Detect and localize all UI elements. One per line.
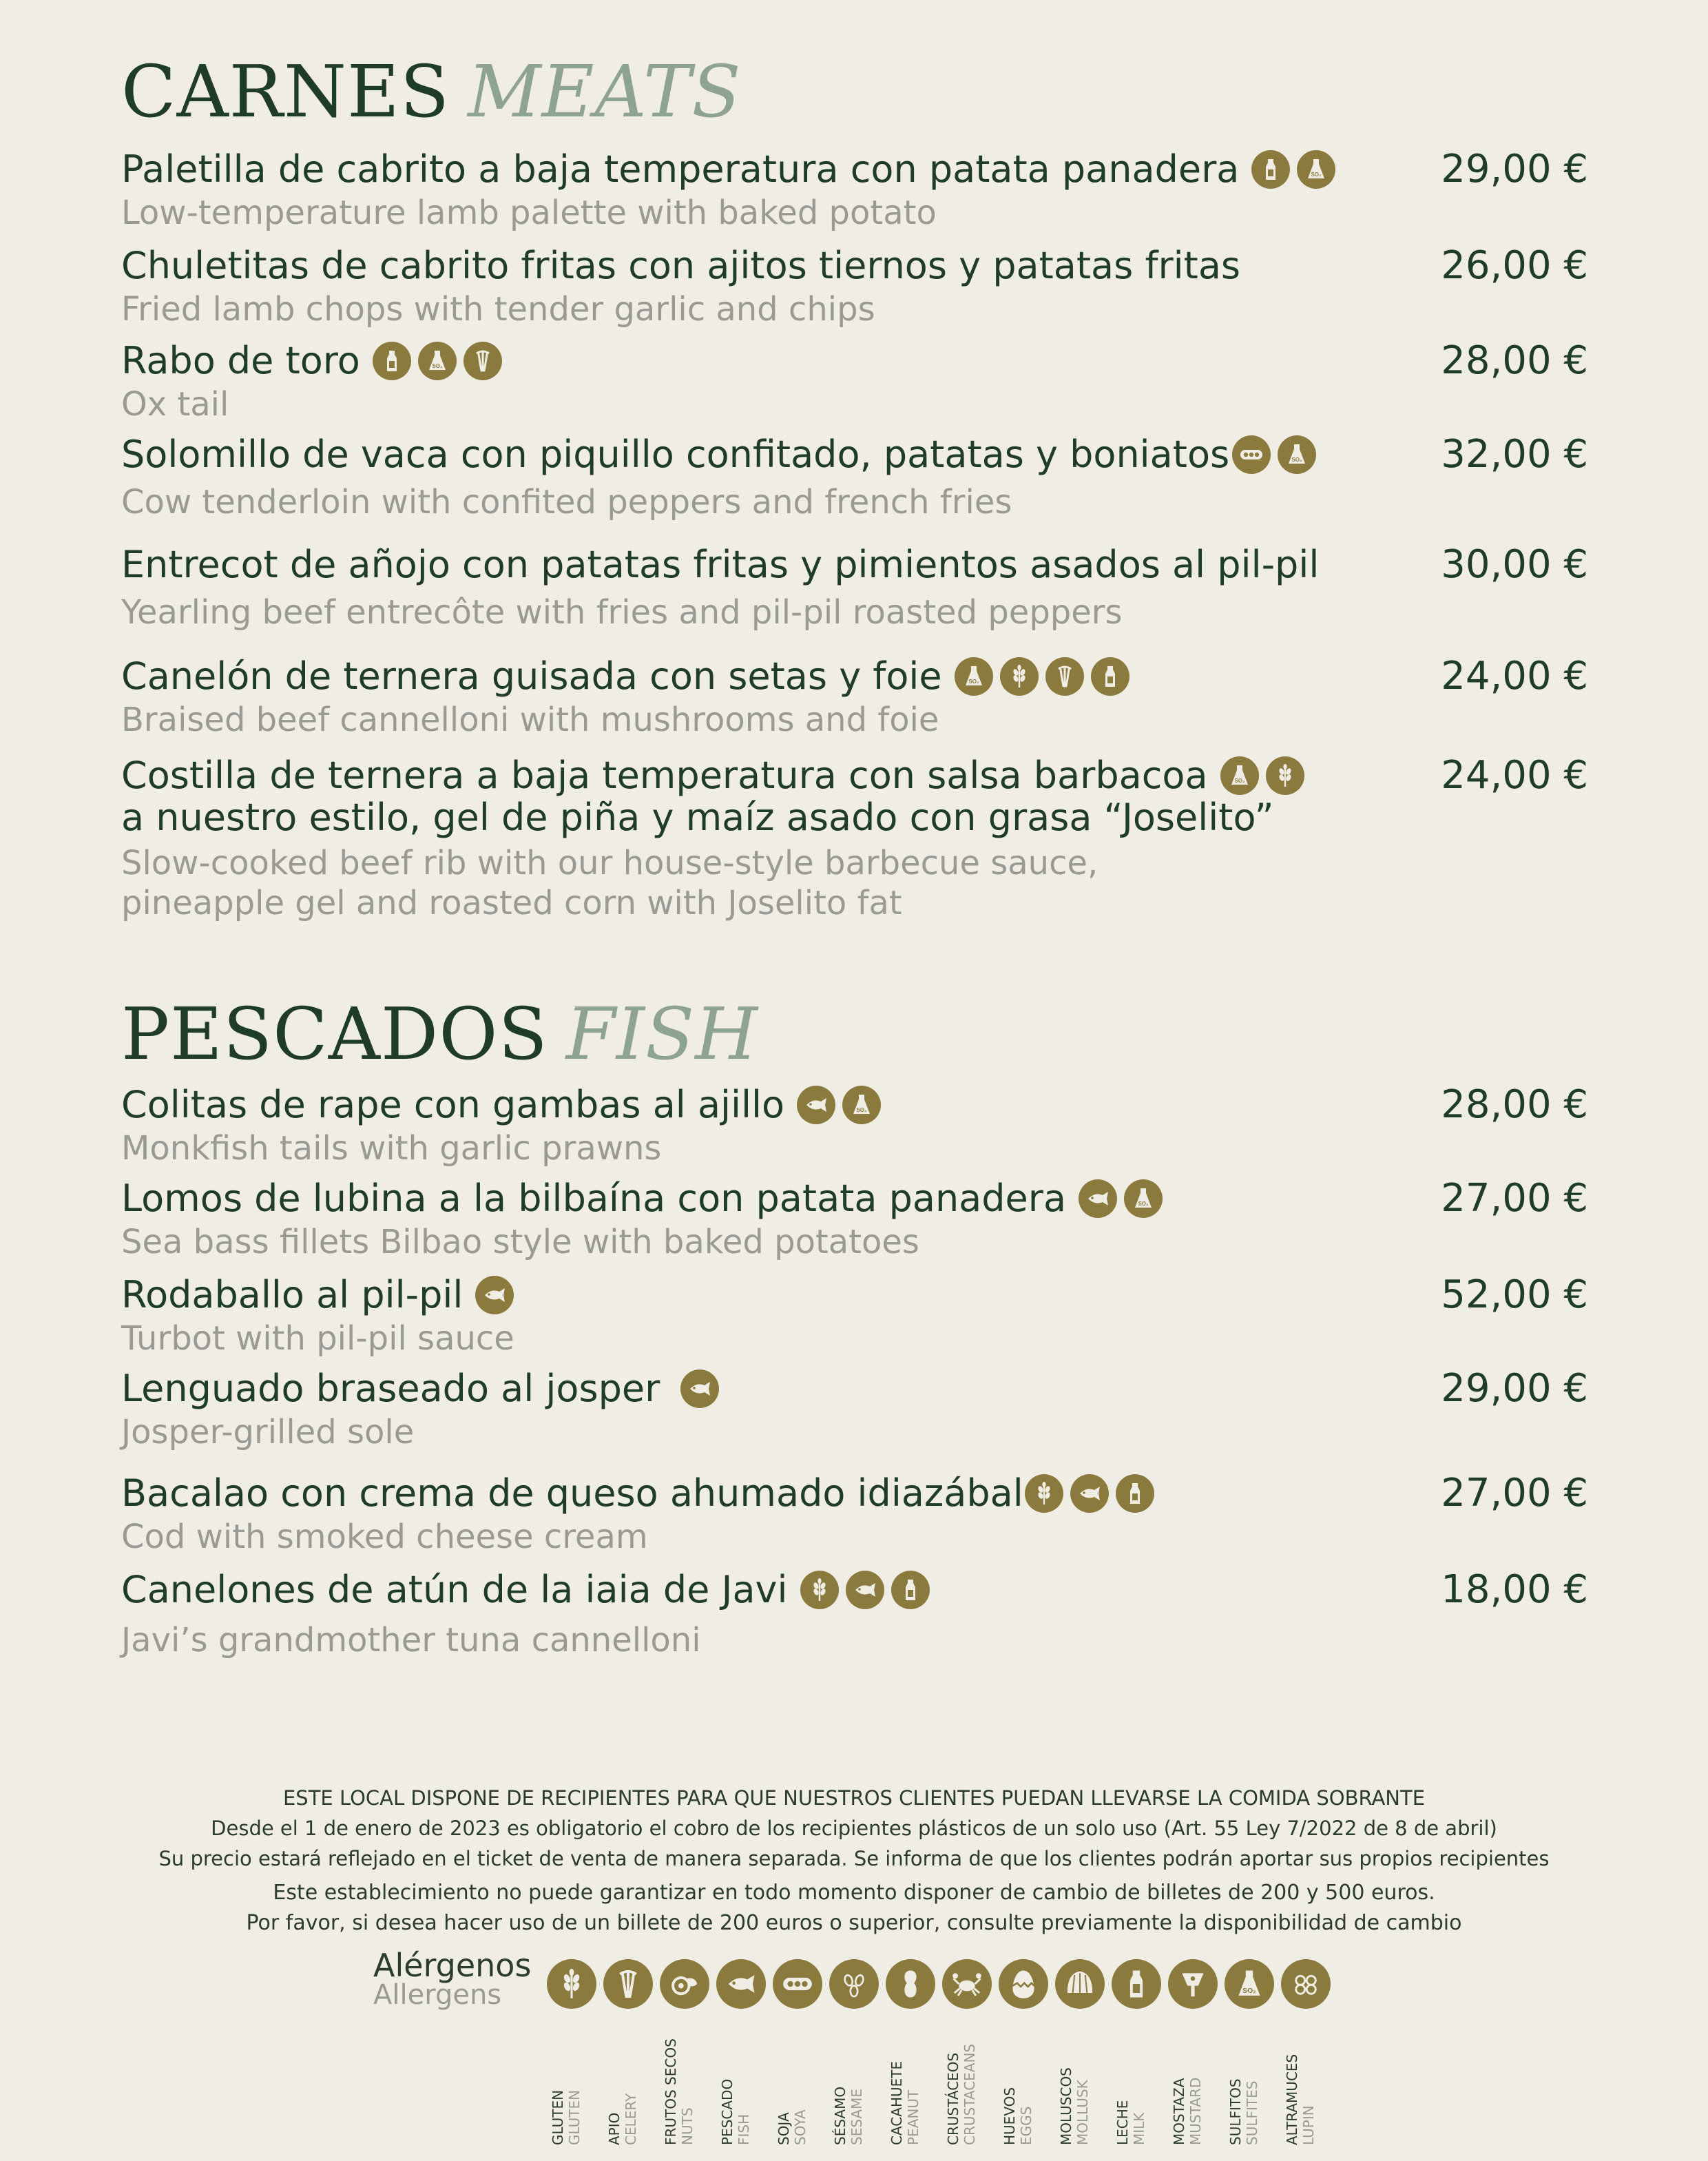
item-price: 29,00 €: [1441, 1366, 1588, 1411]
allergen-name-en: CELERY: [623, 2093, 639, 2145]
sulphites-icon: [1220, 756, 1259, 795]
allergen-icons: [955, 657, 1129, 696]
menu-item: [121, 146, 1588, 233]
celery-icon: [603, 1959, 653, 2009]
allergen-name-es: MOSTAZA: [1171, 2078, 1187, 2145]
notice-line: Por favor, si desea hacer uso de un billete de 200 euros o superior, consulte previamente la disponibilidad de cambio: [246, 1911, 1462, 1935]
allergen-legend-item: [603, 1959, 653, 2145]
allergen-legend-item: [1168, 1959, 1218, 2145]
notice-line: ESTE LOCAL DISPONE DE RECIPIENTES PARA QUE NUESTROS CLIENTES PUEDAN LLEVARSE LA COMIDA SOBRANTE: [282, 1786, 1426, 1810]
menu-item: [121, 1272, 1588, 1358]
allergen-legend-item: [1225, 1959, 1274, 2145]
item-price: 52,00 €: [1441, 1272, 1588, 1317]
allergen-name-en: SESAME: [848, 2089, 865, 2145]
meats-title-es: CARNES: [121, 50, 450, 134]
allergen-name-es: LECHE: [1114, 2100, 1131, 2145]
item-name: Chuletitas de cabrito fritas con ajitos tiernos y patatas fritas: [121, 244, 1241, 287]
svg-text:SO₂: SO₂: [1311, 172, 1322, 178]
sulphites-icon: [842, 1086, 881, 1124]
gluten-icon: [1266, 756, 1304, 795]
item-name: Costilla de ternera a baja temperatura con salsa barbacoa: [121, 754, 1208, 797]
allergen-name-es: SULFITOS: [1227, 2078, 1244, 2145]
item-name: Canelones de atún de la iaia de Javi: [121, 1568, 788, 1611]
item-name: Paletilla de cabrito a baja temperatura con patata panadera: [121, 147, 1240, 191]
item-description: Low-temperature lamb palette with baked potato: [121, 194, 937, 232]
item-price: 29,00 €: [1441, 147, 1588, 192]
menu-item: [121, 653, 1588, 740]
allergen-icons: [1232, 435, 1316, 474]
allergen-icons: [1079, 1179, 1163, 1218]
gluten-icon: [1000, 657, 1039, 696]
item-price: 28,00 €: [1441, 1082, 1588, 1127]
item-description: Ox tail: [121, 385, 229, 424]
meats-section-title: [121, 50, 742, 134]
allergen-legend-item: [1055, 1959, 1105, 2145]
allergens-label-en: Allergens: [373, 1979, 502, 2011]
allergen-name-en: MUSTARD: [1187, 2077, 1204, 2145]
allergen-legend-item: [1112, 1959, 1161, 2145]
notice-line: Este establecimiento no puede garantizar en todo momento disponer de cambio de billetes de 200 y 500 euros.: [273, 1881, 1435, 1905]
sulphites-icon: [1225, 1959, 1274, 2009]
mustard-icon: [1168, 1959, 1218, 2009]
item-description: Monkfish tails with garlic prawns: [121, 1129, 662, 1168]
allergen-icons: [1251, 150, 1335, 189]
item-price: 30,00 €: [1441, 542, 1588, 587]
item-price: 27,00 €: [1441, 1471, 1588, 1516]
allergen-name-es: APIO: [606, 2112, 623, 2145]
menu-item: [121, 1470, 1588, 1557]
milk-icon: [1112, 1959, 1161, 2009]
allergen-icons: [475, 1276, 514, 1314]
svg-text:SO₂: SO₂: [1138, 1201, 1149, 1207]
allergen-legend-item: [1281, 1959, 1331, 2145]
gluten-icon: [800, 1571, 839, 1609]
svg-text:SO₂: SO₂: [968, 679, 979, 685]
item-description: Cod with smoked cheese cream: [121, 1518, 648, 1556]
celery-icon: [1045, 657, 1084, 696]
sulphites-icon: [1124, 1179, 1163, 1218]
item-description: Braised beef cannelloni with mushrooms and foie: [121, 701, 939, 739]
milk-icon: [373, 342, 411, 380]
fish-section-title: [121, 992, 758, 1076]
item-description: Josper-grilled sole: [121, 1413, 415, 1451]
fish-icon: [716, 1959, 766, 2009]
item-name: Lomos de lubina a la bilbaína con patata panadera: [121, 1177, 1067, 1220]
gluten-icon: [1025, 1474, 1063, 1513]
allergen-name-en: MOLLUSK: [1074, 2080, 1091, 2145]
allergen-legend: [547, 1959, 1339, 2159]
menu-item: [121, 752, 1588, 923]
meats-title-en: MEATS: [468, 50, 742, 134]
item-description: Slow-cooked beef rib with our house-style barbecue sauce,: [121, 844, 1098, 882]
allergen-icons: [797, 1086, 881, 1124]
allergen-name-en: SULFITES: [1244, 2080, 1260, 2145]
item-description: Fried lamb chops with tender garlic and chips: [121, 290, 875, 329]
milk-icon: [891, 1571, 930, 1609]
milk-icon: [1251, 150, 1290, 189]
eggs-icon: [999, 1959, 1048, 2009]
soy-icon: [1232, 435, 1271, 474]
allergen-name-es: PESCADO: [719, 2078, 736, 2145]
allergen-name-es: GLUTEN: [550, 2089, 566, 2145]
allergen-icons: [1025, 1474, 1154, 1513]
item-name: Solomillo de vaca con piquillo confitado, patatas y boniatos: [121, 433, 1230, 476]
sulphites-icon: [1297, 150, 1335, 189]
allergen-name-es: SOJA: [775, 2112, 792, 2145]
item-description: Turbot with pil-pil sauce: [121, 1319, 514, 1358]
takeaway-notice: [0, 1783, 1708, 1874]
allergens-label-es: Alérgenos: [373, 1947, 532, 1984]
item-price: 28,00 €: [1441, 338, 1588, 383]
allergen-name-en: MILK: [1131, 2112, 1147, 2145]
allergen-icons: [1220, 756, 1304, 795]
allergen-legend-item: [999, 1959, 1048, 2145]
allergen-name-en: EGGS: [1018, 2106, 1034, 2145]
milk-icon: [1091, 657, 1129, 696]
allergen-icons: [680, 1369, 719, 1408]
item-name: Rabo de toro: [121, 339, 360, 382]
fish-icon: [680, 1369, 719, 1408]
sesame-icon: [829, 1959, 879, 2009]
allergen-name-es: CACAHUETE: [888, 2060, 905, 2145]
menu-item: [121, 431, 1588, 522]
sulphites-icon: [955, 657, 993, 696]
allergen-name-en: NUTS: [679, 2107, 696, 2145]
fish-icon: [1079, 1179, 1117, 1218]
allergen-name-es: SÉSAMO: [832, 2086, 848, 2145]
allergen-name-en: PEANUT: [905, 2089, 921, 2145]
fish-icon: [475, 1276, 514, 1314]
allergen-icons: [800, 1571, 930, 1609]
menu-item: [121, 1082, 1588, 1168]
fish-icon: [1070, 1474, 1109, 1513]
menu-item: [121, 242, 1588, 329]
allergen-name-es: FRUTOS SECOS: [663, 2038, 679, 2145]
item-description-line2: pineapple gel and roasted corn with Joselito fat: [121, 884, 902, 922]
svg-text:SO₂: SO₂: [856, 1107, 867, 1113]
allergen-legend-item: [660, 1959, 709, 2145]
mollusk-icon: [1055, 1959, 1105, 2009]
notice-line: Desde el 1 de enero de 2023 es obligatorio el cobro de los recipientes plásticos de un solo uso (Art. 55 Ley 7/2022 de 8 de abril): [211, 1817, 1497, 1840]
allergen-legend-item: [829, 1959, 879, 2145]
notice-line: Su precio estará reflejado en el ticket de venta de manera separada. Se informa de que los clientes podrán aportar sus propios recipientes: [158, 1847, 1550, 1870]
fish-icon: [846, 1571, 884, 1609]
allergen-name-es: HUEVOS: [1001, 2087, 1018, 2145]
item-name: Colitas de rape con gambas al ajillo: [121, 1083, 785, 1126]
crustaceans-icon: [942, 1959, 992, 2009]
item-price: 27,00 €: [1441, 1176, 1588, 1221]
allergen-legend-item: [942, 1959, 992, 2145]
allergen-name-es: MOLUSCOS: [1058, 2067, 1074, 2145]
menu-item: [121, 338, 1588, 424]
fish-icon: [797, 1086, 835, 1124]
milk-icon: [1116, 1474, 1154, 1513]
item-price: 32,00 €: [1441, 432, 1588, 477]
sulphites-icon: [418, 342, 457, 380]
menu-item: [121, 1567, 1588, 1660]
item-description: Sea bass fillets Bilbao style with baked potatoes: [121, 1223, 919, 1261]
allergen-legend-item: [547, 1959, 596, 2145]
celery-icon: [464, 342, 502, 380]
menu-item: [121, 541, 1588, 632]
svg-text:SO₂: SO₂: [1242, 1987, 1256, 1995]
item-name: Bacalao con crema de queso ahumado idiazábal: [121, 1471, 1023, 1515]
item-description: Yearling beef entrecôte with fries and pil-pil roasted peppers: [121, 593, 1123, 632]
item-price: 18,00 €: [1441, 1567, 1588, 1612]
item-price: 24,00 €: [1441, 654, 1588, 699]
item-price: 26,00 €: [1441, 243, 1588, 288]
allergen-name-es: ALTRAMUCES: [1284, 2054, 1300, 2145]
allergen-name-en: SOYA: [792, 2109, 809, 2145]
item-name: Rodaballo al pil-pil: [121, 1273, 464, 1316]
item-name: Entrecot de añojo con patatas fritas y pimientos asados al pil-pil: [121, 543, 1320, 586]
item-name: Canelón de ternera guisada con setas y foie: [121, 654, 942, 698]
fish-title-en: FISH: [565, 992, 758, 1076]
allergen-name-en: GLUTEN: [566, 2089, 583, 2145]
allergen-name-en: FISH: [736, 2113, 752, 2145]
svg-text:SO₂: SO₂: [1234, 778, 1245, 784]
gluten-icon: [547, 1959, 596, 2009]
soy-icon: [773, 1959, 822, 2009]
item-price: 24,00 €: [1441, 753, 1588, 798]
allergen-name-es: CRUSTÁCEOS: [945, 2052, 961, 2145]
allergen-legend-item: [773, 1959, 822, 2145]
sulphites-icon: [1278, 435, 1316, 474]
allergen-name-en: LUPIN: [1300, 2105, 1317, 2145]
allergen-legend-item: [886, 1959, 935, 2145]
menu-item: [121, 1365, 1588, 1452]
allergen-name-en: CRUSTACEANS: [961, 2043, 978, 2145]
banknote-notice: [0, 1878, 1708, 1938]
item-name-line2: a nuestro estilo, gel de piña y maíz asado con grasa “Joselito”: [121, 796, 1274, 839]
allergens-label: [373, 1947, 532, 2011]
allergen-icons: [373, 342, 502, 380]
lupin-icon: [1281, 1959, 1331, 2009]
svg-text:SO₂: SO₂: [432, 363, 443, 369]
peanut-icon: [886, 1959, 935, 2009]
allergen-legend-item: [716, 1959, 766, 2145]
svg-text:SO₂: SO₂: [1291, 457, 1302, 463]
item-description: Cow tenderloin with confited peppers and french fries: [121, 483, 1012, 521]
fish-title-es: PESCADOS: [121, 992, 548, 1076]
menu-item: [121, 1175, 1588, 1262]
nuts-icon: [660, 1959, 709, 2009]
item-name: Lenguado braseado al josper: [121, 1367, 660, 1410]
item-description: Javi’s grandmother tuna cannelloni: [121, 1621, 701, 1659]
